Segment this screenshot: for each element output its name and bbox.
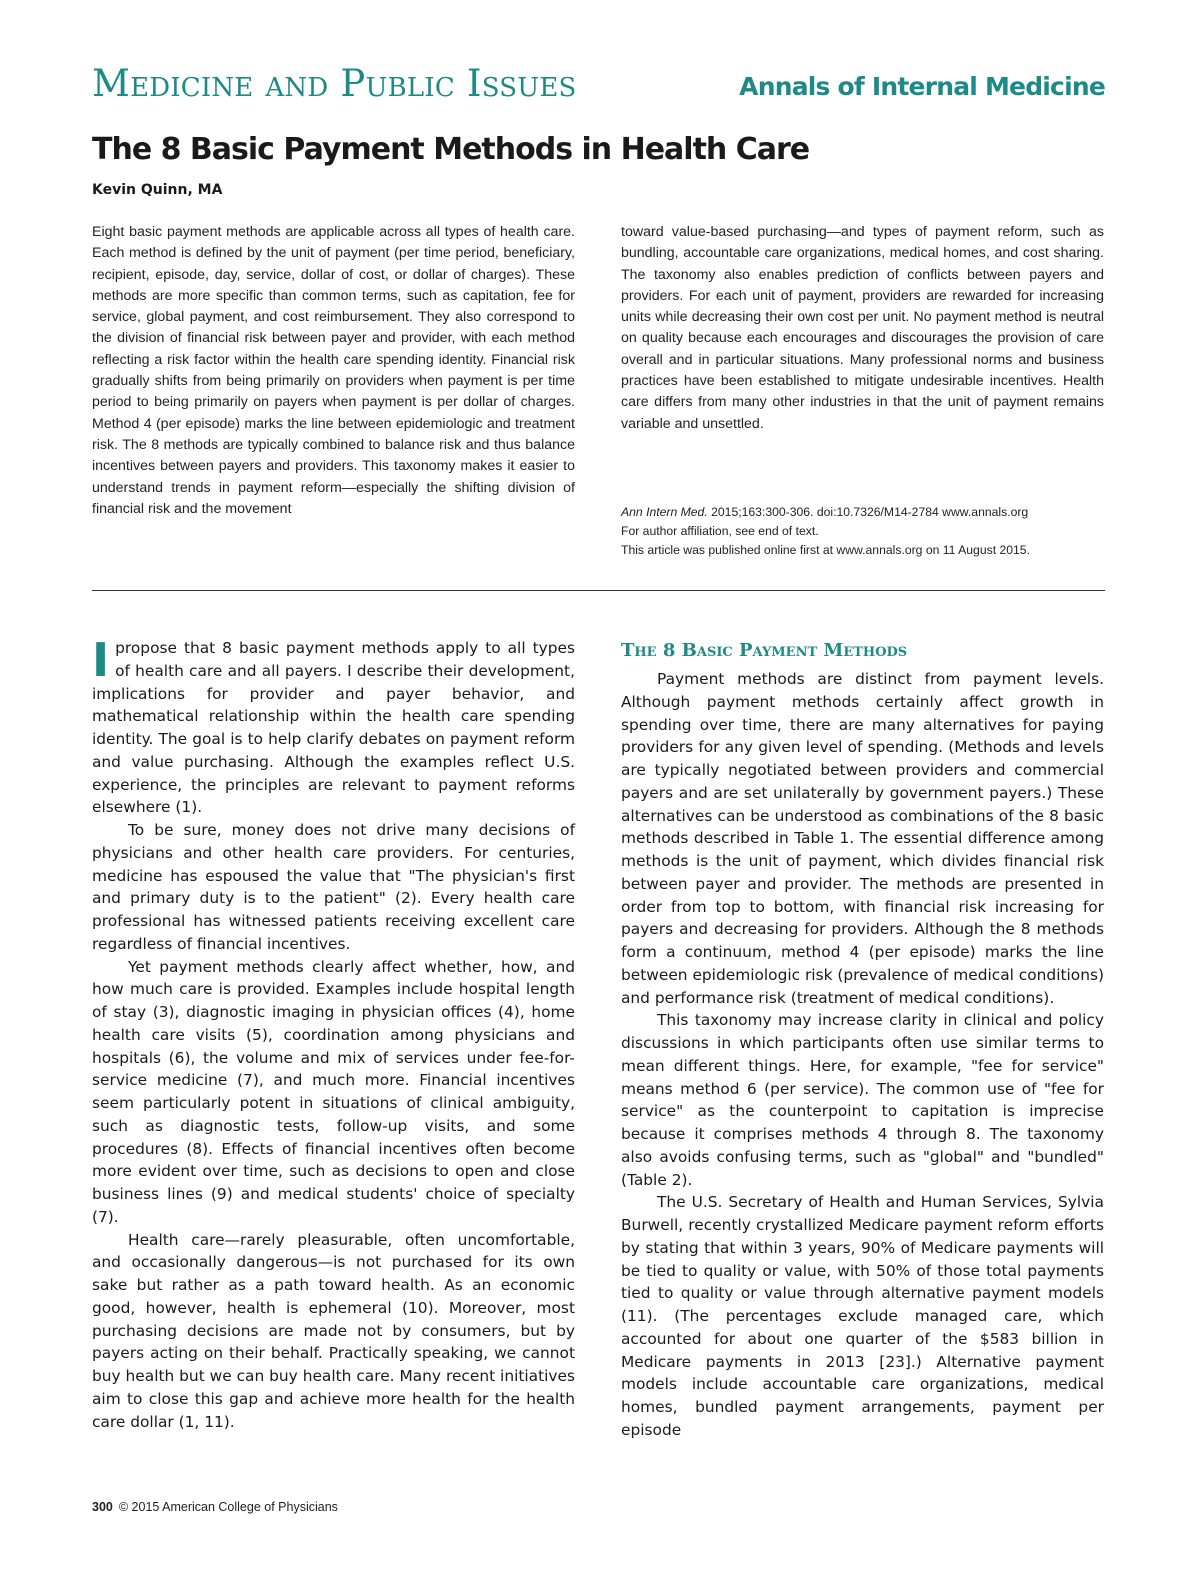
body-paragraph: The U.S. Secretary of Health and Human Services, Sylvia Burwell, recently crystallized Medicare payment reform efforts by stating that within 3 years, 90% of Medicare payments will be tied to quality or value, with 50% of those total payments tied to quality or value through alternative payment models (11). (The percentages exclude managed care, which accounted for about one quarter of the $583 billion in Medicare payments in 2013 [23].) Alternative payment models include accountable care organizations, medical homes, bundled payment arrangements, payment per episode <box>621 1193 1104 1439</box>
section-divider <box>92 590 1105 591</box>
copyright-notice: © 2015 American College of Physicians <box>118 1500 338 1514</box>
body-paragraph: Health care—rarely pleasurable, often uncomfortable, and occasionally dangerous—is not purchased for its own sake but rather as a path toward health. As an economic good, however, health is ephemeral (10). Moreover, most purchasing decisions are made not by consumers, but by payers acting on their behalf. Practically speaking, we cannot buy health but we can buy health care. Many recent initiatives aim to close this gap and achieve more health for the health care dollar (1, 11). <box>92 1230 575 1431</box>
body-paragraph: Yet payment methods clearly affect whether, how, and how much care is provided. Examples include hospital length of stay (3), diagnostic imaging in physician offices (4), home health care visits (5), coordination among physicians and hospitals (6), the volume and mix of services under fee-for-service medicine (7), and much more. Financial incentives seem particularly potent in situations of clinical ambiguity, such as diagnostic tests, follow-up visits, and some procedures (8). Effects of financial incentives often become more evident over time, such as decisions to open and close business lines (9) and medical students' choice of specialty (7). <box>92 957 575 1226</box>
abstract-text-part2: toward value-based purchasing—and types of payment reform, such as bundling, accountable care organizations, medical homes, and cost sharing. The taxonomy also enables prediction of conflicts between payers and providers. For each unit of payment, providers are rewarded for increasing units while decreasing their own cost per unit. No payment method is neutral on quality because each encourages and discourages the provision of care overall and in particular situations. Many professional norms and business practices have been established to mitigate undesirable incentives. Health care differs from many other industries in that the unit of payment remains variable and unsettled. <box>621 224 1104 432</box>
citation-journal: Ann Intern Med. <box>621 505 708 519</box>
journal-name: Annals of Internal Medicine <box>739 72 1105 101</box>
citation-line <box>621 503 1111 522</box>
section-heading: The 8 Basic Payment Methods <box>621 640 908 661</box>
abstract-column-left <box>92 222 575 520</box>
body-paragraph: Payment methods are distinct from payment levels. Although payment methods certainly affect growth in spending over time, there are many alternatives for paying providers for any given level of spending. (Methods and levels are typically negotiated between providers and commercial payers and are set unilaterally by government payers.) These alternatives can be understood as combinations of the 8 basic methods described in Table 1. The essential difference among methods is the unit of payment, which divides financial risk between payer and provider. The methods are presented in order from top to bottom, with financial risk increasing for payers and decreasing for providers. Although the 8 methods form a continuum, method 4 (per episode) marks the line between epidemiologic risk (prevalence of medical conditions) and performance risk (treatment of medical conditions). <box>621 670 1104 1007</box>
body-column-right <box>621 668 1104 1442</box>
body-column-left <box>92 633 575 1433</box>
citation-block <box>621 503 1111 560</box>
body-paragraph: This taxonomy may increase clarity in clinical and policy discussions in which participants often use similar terms to mean different things. Here, for example, "fee for service" means method 6 (per service). The common use of "fee for service" as the counterpoint to capitation is imprecise because it comprises methods 4 through 8. The taxonomy also avoids confusing terms, such as "global" and "bundled" (Table 2). <box>621 1011 1104 1189</box>
drop-cap: I <box>92 633 110 687</box>
author-affiliation-note: For author affiliation, see end of text. <box>621 524 819 538</box>
body-paragraph <box>92 633 575 819</box>
online-publication-note: This article was published online first at www.annals.org on 11 August 2015. <box>621 543 1030 557</box>
paragraph-text: propose that 8 basic payment methods apply to all types of health care and all payers. I describe their development, implications for provider and payer behavior, and mathematical relationship within the health care spending identity. The goal is to help clarify debates on payment reform and value purchasing. Although the examples reflect U.S. experience, the principles are relevant to payment reforms elsewhere (1). <box>92 639 575 817</box>
article-author: Kevin Quinn, MA <box>92 182 223 198</box>
citation-details: 2015;163:300-306. doi:10.7326/M14-2784 www.annals.org <box>707 505 1029 519</box>
body-paragraph: To be sure, money does not drive many decisions of physicians and other health care providers. For centuries, medicine has espoused the value that "The physician's first and primary duty is to the patient" (2). Every health care professional has witnessed patients receiving excellent care regardless of financial incentives. <box>92 821 575 953</box>
abstract-column-right <box>621 222 1104 435</box>
article-title: The 8 Basic Payment Methods in Health Care <box>92 132 810 167</box>
page-footer <box>92 1500 338 1514</box>
abstract-text-part1: Eight basic payment methods are applicable across all types of health care. Each method is defined by the unit of payment (per time period, beneficiary, recipient, episode, day, service, dollar of cost, or dollar of charges). These methods are more specific than common terms, such as capitation, fee for service, global payment, and cost reimbursement. They also correspond to the division of financial risk between payer and provider, with each method reflecting a risk factor within the health care spending identity. Financial risk gradually shifts from being primarily on providers when payment is per time period to being primarily on payers when payment is per dollar of charges. Method 4 (per episode) marks the line between epidemiologic and treatment risk. The 8 methods are typically combined to balance risk and thus balance incentives between payers and providers. This taxonomy makes it easier to understand trends in payment reform—especially the shifting division of financial risk and the movement <box>92 224 575 517</box>
page-number: 300 <box>92 1500 113 1514</box>
section-header: Medicine and Public Issues <box>92 62 577 105</box>
